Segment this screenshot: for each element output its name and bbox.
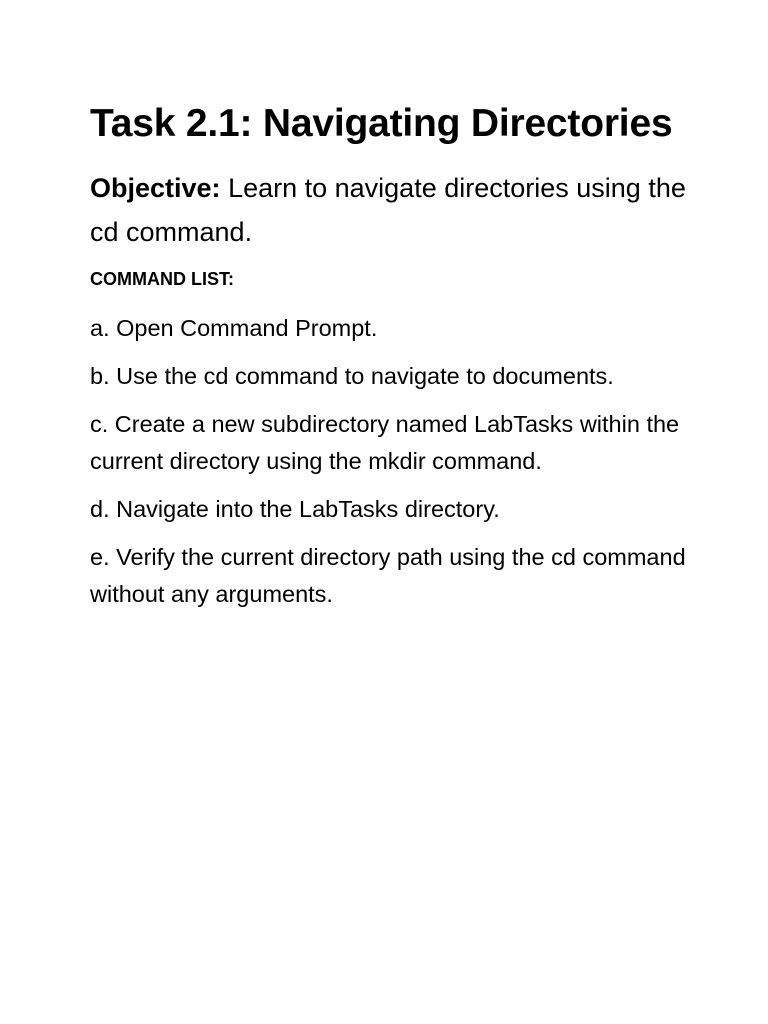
step-item-a: a. Open Command Prompt. xyxy=(90,315,378,341)
document-page xyxy=(90,96,690,624)
step-item-e: e. Verify the current directory path using the cd command without any arguments. xyxy=(90,544,686,607)
objective-label: Objective: xyxy=(90,173,221,203)
step-item-c: c. Create a new subdirectory named LabTasks within the current directory using the mkdir command. xyxy=(90,411,680,474)
objective-paragraph xyxy=(90,166,690,254)
step-item-d: d. Navigate into the LabTasks directory. xyxy=(90,496,500,522)
step-item-b: b. Use the cd command to navigate to documents. xyxy=(90,363,614,389)
page-title: Task 2.1: Navigating Directories xyxy=(90,102,673,145)
command-list-heading: COMMAND LIST: xyxy=(90,269,234,289)
objective-text: Learn to navigate directories using the cd command. xyxy=(90,173,686,247)
command-steps-list xyxy=(90,310,690,613)
